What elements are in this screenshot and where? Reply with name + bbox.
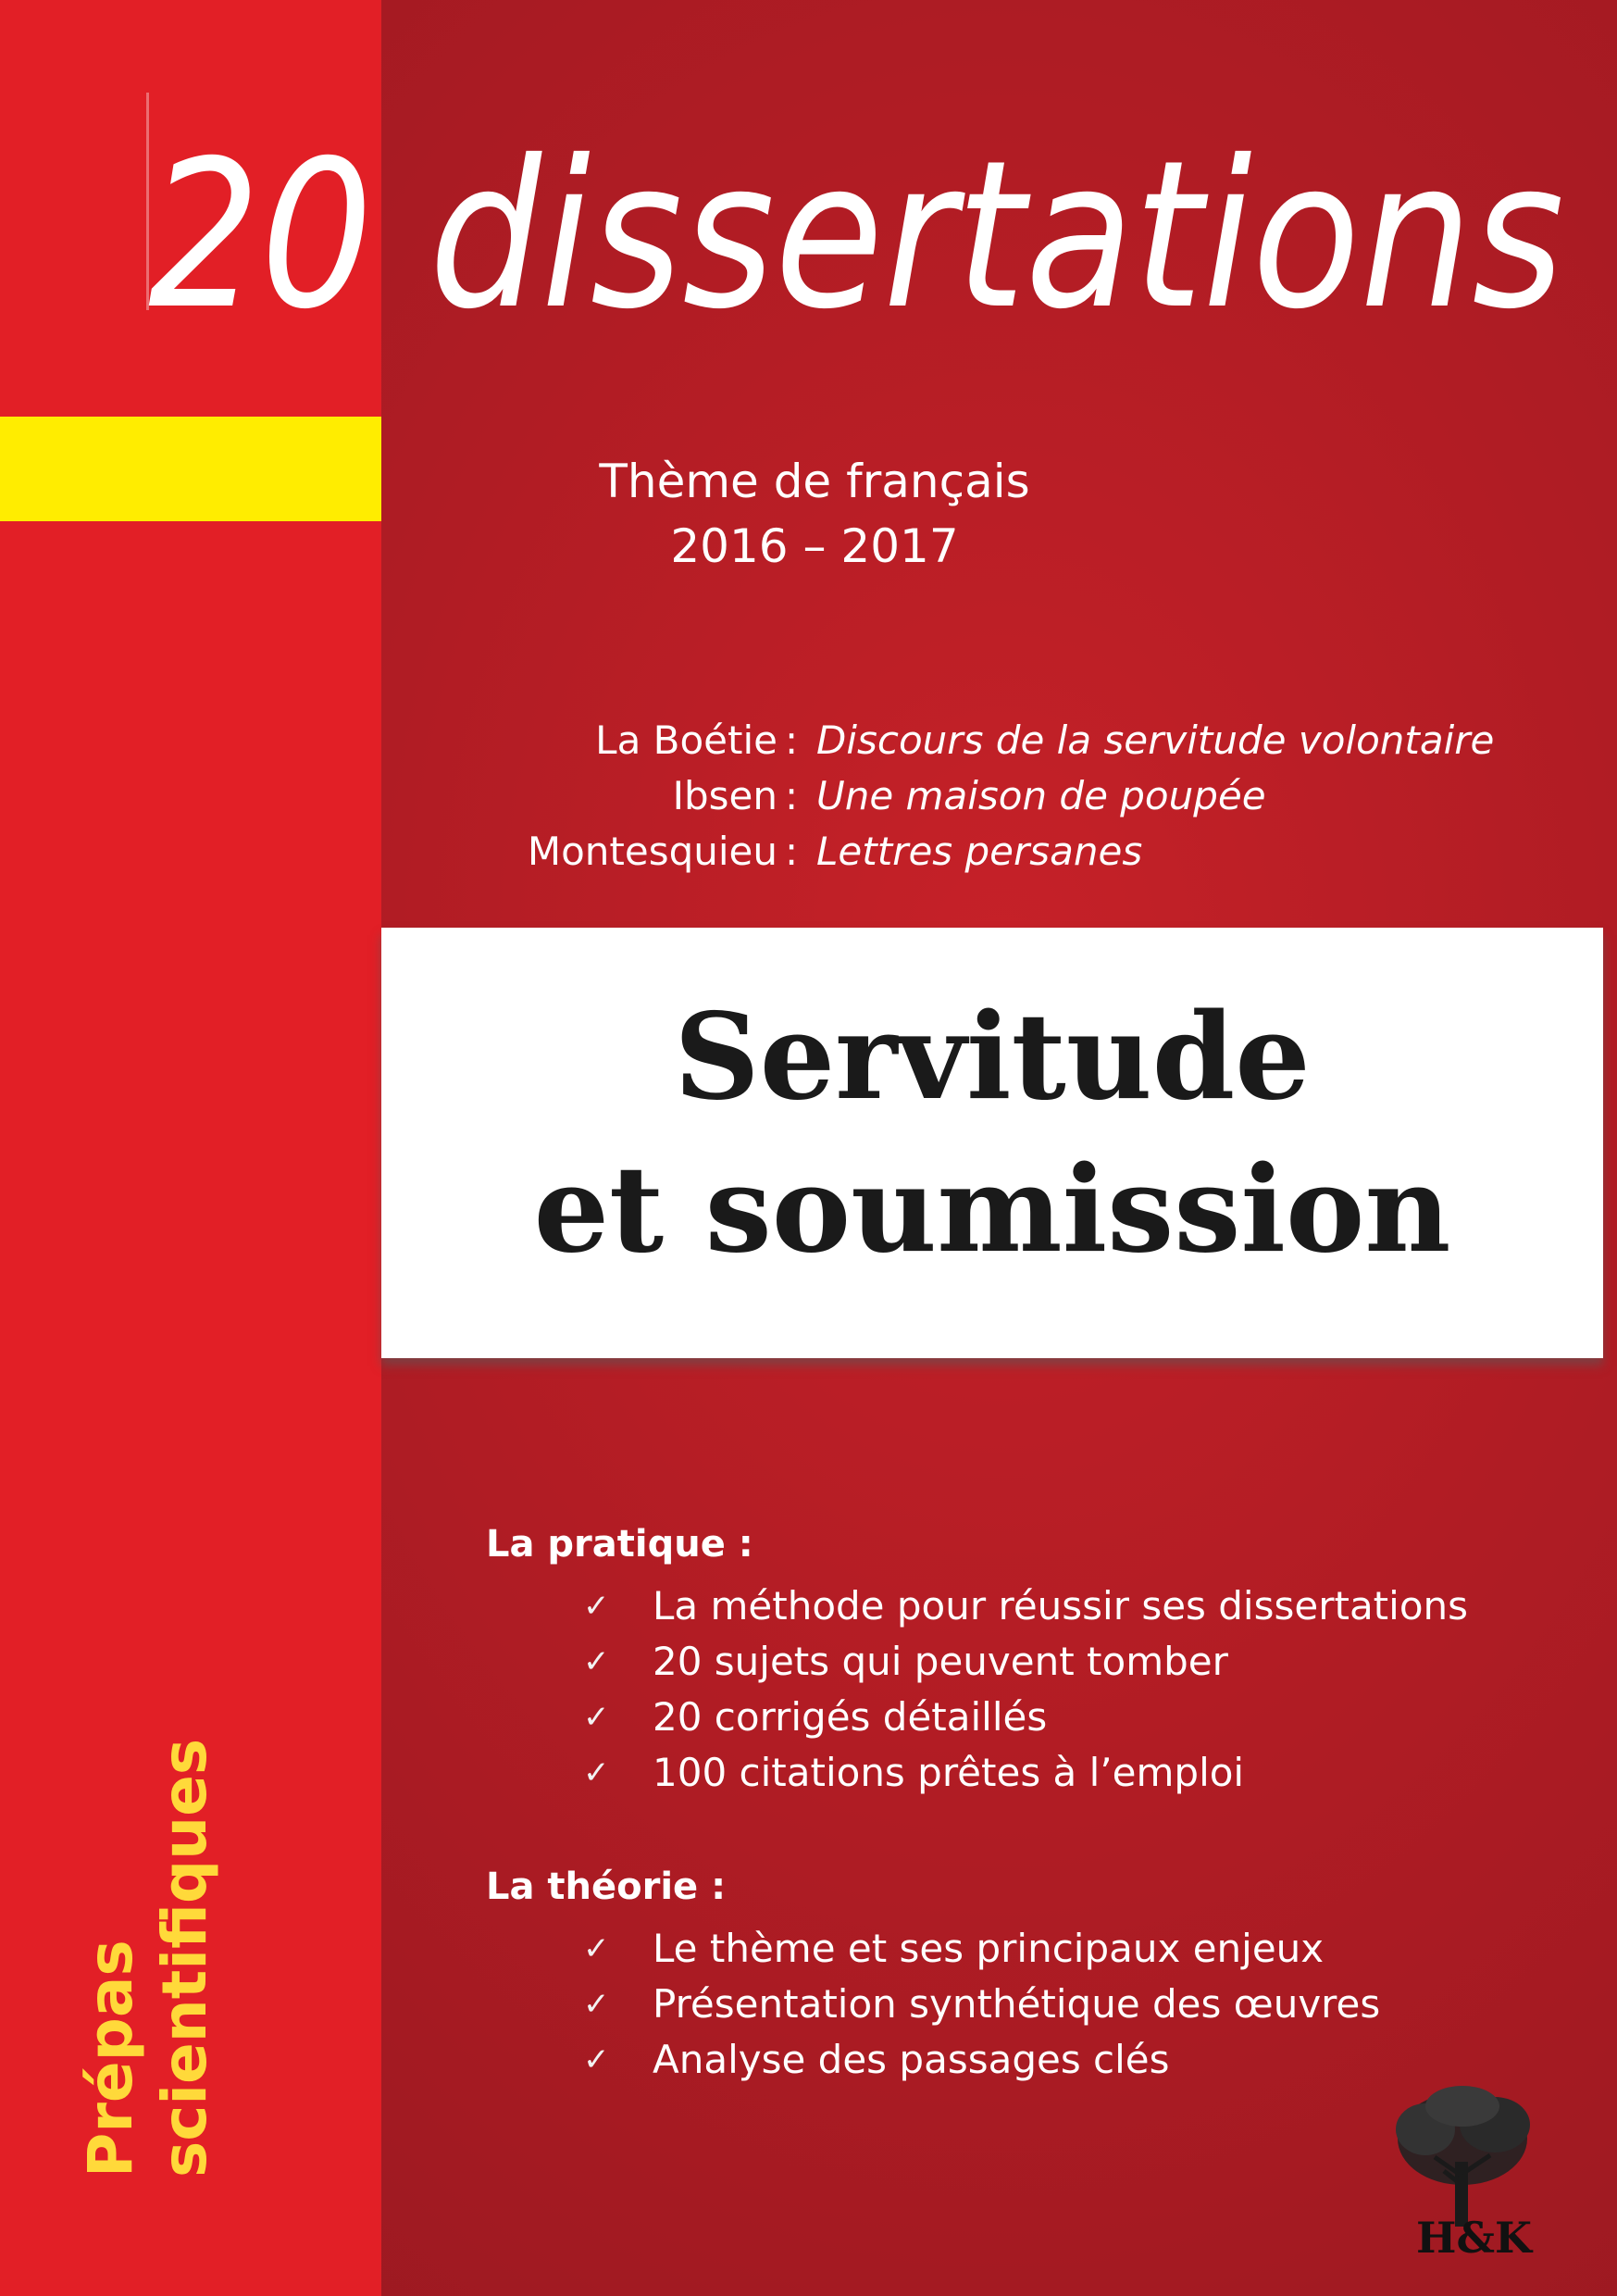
theorie-list xyxy=(583,1921,1380,2088)
works-list xyxy=(407,713,1611,880)
check-icon: ✓ xyxy=(583,1986,610,2023)
theme-block xyxy=(555,449,1074,579)
list-item-text: Analyse des passages clés xyxy=(653,2037,1170,2082)
check-icon: ✓ xyxy=(583,2041,610,2078)
theme-line: Thème de français xyxy=(599,455,1030,508)
yellow-accent-bar xyxy=(0,417,381,521)
series-line: scientifiques xyxy=(149,1738,220,2177)
pratique-heading: La pratique : xyxy=(486,1523,753,1566)
cover-headline xyxy=(148,117,1592,361)
list-item-text: La méthode pour réussir ses dissertations xyxy=(653,1583,1469,1628)
work-author: Montesquieu xyxy=(527,829,777,874)
series-line: Prépas xyxy=(75,1940,146,2177)
list-item-text: 100 citations prêtes à l’emploi xyxy=(653,1750,1245,1795)
theorie-heading: La théorie : xyxy=(486,1866,727,1908)
separator: : xyxy=(785,718,799,763)
year-line: 2016 – 2017 xyxy=(670,519,959,573)
list-item xyxy=(583,2032,1380,2088)
check-icon: ✓ xyxy=(583,1754,610,1791)
main-title-line: et soumission xyxy=(533,1141,1451,1279)
headline-text: 20 dissertations xyxy=(148,117,1564,354)
pratique-list xyxy=(583,1578,1468,1801)
main-title-line: Servitude xyxy=(674,988,1311,1127)
series-label xyxy=(74,1739,222,2177)
work-row xyxy=(407,824,1611,880)
work-author: La Boétie xyxy=(595,718,777,763)
work-title: Une maison de poupée xyxy=(816,773,1266,818)
main-title xyxy=(381,981,1603,1287)
list-item xyxy=(583,1745,1468,1801)
check-icon: ✓ xyxy=(583,1699,610,1736)
check-icon: ✓ xyxy=(583,1643,610,1680)
work-author: Ibsen xyxy=(672,773,777,818)
check-icon: ✓ xyxy=(583,1588,610,1625)
publisher-logo-text: H&K xyxy=(1416,2213,1532,2263)
list-item-text: Le thème et ses principaux enjeux xyxy=(653,1926,1325,1971)
list-item xyxy=(583,1634,1468,1690)
list-item-text: Présentation synthétique des œuvres xyxy=(653,1981,1381,2027)
list-item xyxy=(583,1690,1468,1745)
separator: : xyxy=(785,773,799,818)
work-row xyxy=(407,713,1611,768)
work-title: Lettres persanes xyxy=(816,829,1143,874)
list-item-text: 20 corrigés détaillés xyxy=(653,1694,1048,1740)
separator: : xyxy=(785,829,799,874)
list-item-text: 20 sujets qui peuvent tomber xyxy=(653,1639,1228,1684)
check-icon: ✓ xyxy=(583,1930,610,1967)
list-item xyxy=(583,1977,1380,2032)
list-item xyxy=(583,1921,1380,1977)
list-item xyxy=(583,1578,1468,1634)
work-row xyxy=(407,768,1611,824)
work-title: Discours de la servitude volontaire xyxy=(816,718,1495,763)
